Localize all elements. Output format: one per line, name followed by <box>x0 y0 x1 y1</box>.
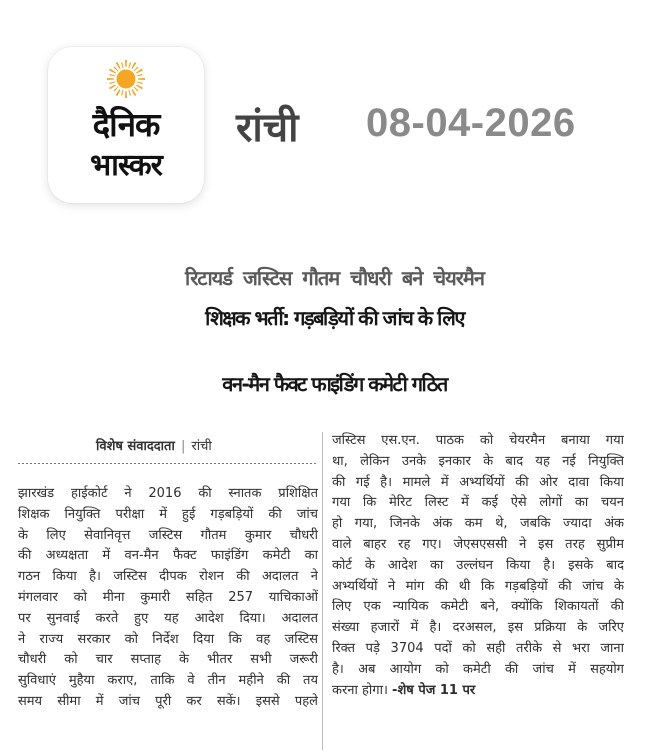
body-line: संख्या हजारों में है। दरअसल, इस प्रक्रिया के जरिए <box>332 620 624 636</box>
body-line: गठन किया है। जस्टिस दीपक रोशन की अदालत ने <box>18 569 318 585</box>
byline-separator: | <box>180 439 186 454</box>
body-line: गया कि मेरिट लिस्ट में कई ऐसे लोगों का चयन <box>332 495 624 511</box>
edition-date: 08-04-2026 <box>366 101 576 145</box>
body-line: जस्टिस एस.एन. पाठक को चेयरमैन बनाया गया <box>332 433 624 448</box>
body-line: सुविधाएं मुहैया कराए, ताकि वे तीन महीने की तय <box>18 673 318 689</box>
body-line: समय सीमा में जांच पूरी कर सकें। इससे पहले <box>18 693 318 709</box>
body-line: कोर्ट के आदेश का उल्लंघन किया है। इसके बाद <box>332 557 624 573</box>
body-line: है। अब आयोग को कमेटी की जांच में सहयोग <box>332 661 624 677</box>
logo-text-dainik: दैनिक <box>92 105 160 144</box>
body-line: पर सुनवाई करते हुए यह आदेश दिया। अदालत <box>18 610 318 626</box>
byline-divider <box>18 463 318 464</box>
body-line-end: करना होगा। <box>332 682 388 698</box>
byline <box>96 436 212 454</box>
body-line: की गई है। मामले में अभ्यर्थियों की ओर दावा किया <box>332 474 624 490</box>
body-line: ने राज्य सरकार को निर्देश दिया कि वह जस्टिस <box>18 631 318 647</box>
body-line: रिक्त पड़े 3704 पदों को सही तरीके से भरा जाना <box>332 640 624 656</box>
body-line-last <box>332 681 624 702</box>
article-body-left-column <box>18 484 318 713</box>
body-line: था, लेकिन उनके इनकार के बाद यह नई नियुक्ति <box>332 453 624 469</box>
body-line: लिए एक न्यायिक कमेटी बने, क्योंकि शिकायतों की <box>332 599 624 615</box>
body-line: वाले बाहर रह गए। जेएसएससी ने इस तरह सुप्रीम <box>332 536 624 552</box>
sun-icon <box>106 59 146 99</box>
continued-on-page: -शेष पेज 11 पर <box>392 682 476 698</box>
body-line: अभ्यर्थियों ने मांग की थी कि गड़बड़ियों की जांच के <box>332 578 624 594</box>
body-line: की अध्यक्षता में वन-मैन फैक्ट फाइंडिंग कमेटी का <box>18 548 318 564</box>
headline-line-2: वन-मैन फैक्ट फाइंडिंग कमेटी गठित <box>222 372 447 396</box>
edition-city: रांची <box>236 105 299 151</box>
dainik-bhaskar-logo <box>48 47 204 203</box>
headline-line-1: शिक्षक भर्ती: गड़बड़ियों की जांच के लिए <box>205 306 464 330</box>
article-kicker: रिटायर्ड जस्टिस गौतम चौधरी बने चेयरमैन <box>185 266 484 290</box>
body-line: चौधरी को चार सप्ताह के भीतर सभी जरूरी <box>18 652 318 668</box>
byline-author: विशेष संवाददाता <box>96 439 175 454</box>
body-line: शिक्षक नियुक्ति परीक्षा में हुई गड़बड़ियों की जांच <box>18 506 318 522</box>
logo-text-bhaskar: भास्कर <box>90 148 162 183</box>
body-line: मंगलवार को मीना कुमारी सहित 257 याचिकाओं <box>18 589 318 605</box>
body-line: हो गया, जिनके अंक कम थे, जबकि ज्यादा अंक <box>332 516 624 532</box>
column-divider <box>322 432 323 750</box>
body-line: झारखंड हाईकोर्ट ने 2016 की स्नातक प्रशिक्षित <box>18 486 318 501</box>
byline-city: रांची <box>191 439 212 454</box>
article-body-right-column <box>332 431 624 701</box>
body-line: के लिए सेवानिवृत्त जस्टिस गौतम कुमार चौधरी <box>18 527 318 543</box>
